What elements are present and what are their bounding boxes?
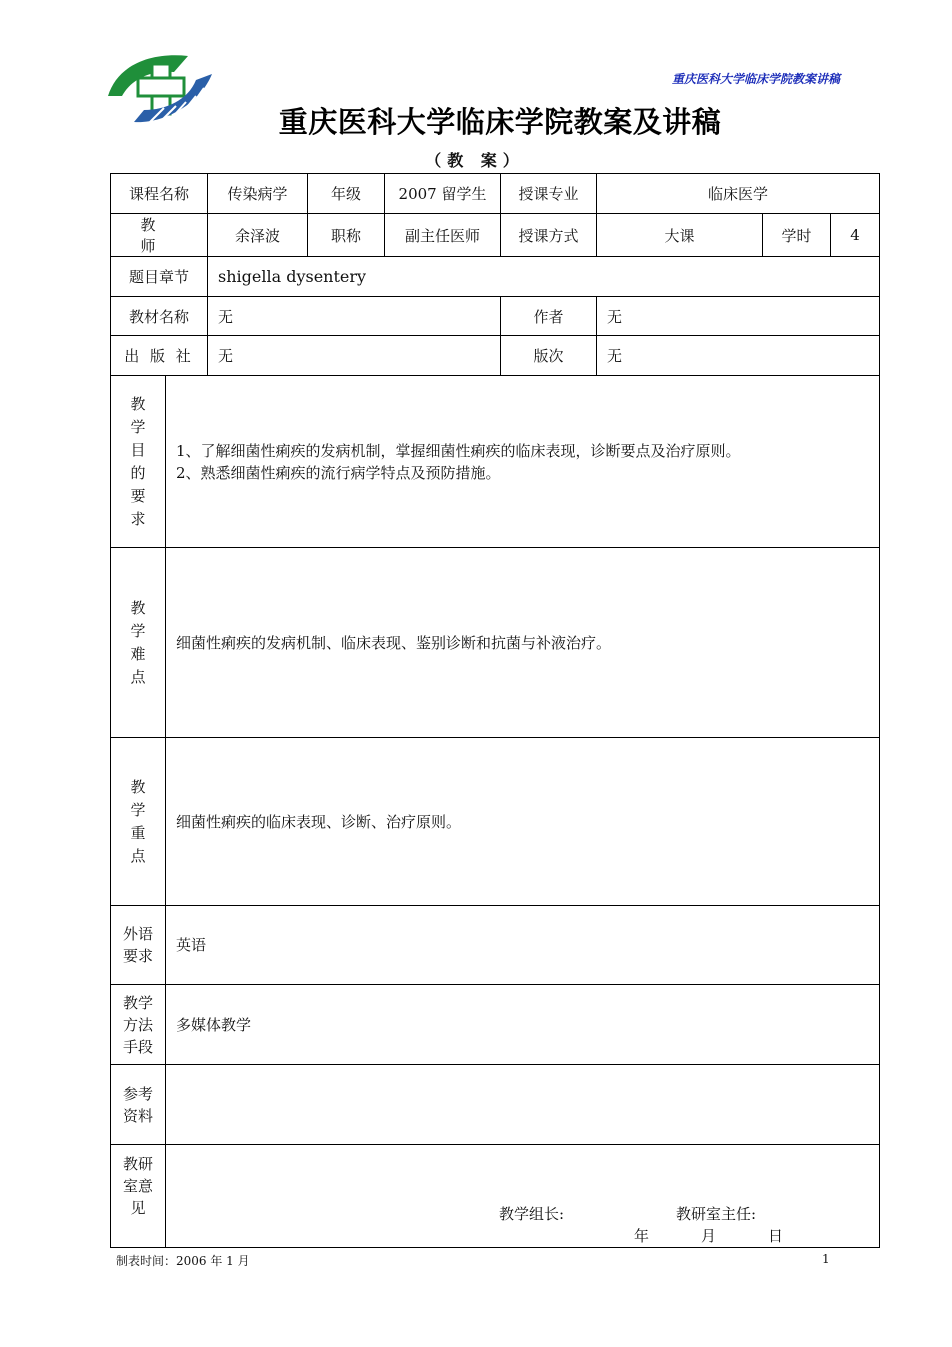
table-row <box>111 1065 880 1145</box>
references-label: 参考 资料 <box>111 1065 166 1145</box>
course-name-label: 课程名称 <box>111 174 208 214</box>
edition-label: 版次 <box>501 336 597 376</box>
foreign-language-value: 英语 <box>166 906 880 985</box>
page-number: 1 <box>822 1252 830 1266</box>
table-row <box>111 214 880 257</box>
header-tag: 重庆医科大学临床学院教案讲稿 <box>671 72 840 86</box>
footer-made-time: 制表时间：2006 年 1 月 <box>116 1254 250 1268</box>
difficulties-label: 教 学 难 点 <box>111 548 166 738</box>
author-label: 作者 <box>501 297 597 336</box>
group-leader-label: 教学组长: <box>499 1205 565 1223</box>
university-logo-icon <box>104 44 216 128</box>
objective-line: 1、了解细菌性痢疾的发病机制，掌握细菌性痢疾的临床表现，诊断要点及治疗原则。 <box>176 441 741 460</box>
table-row <box>111 297 880 336</box>
job-title-value: 副主任医师 <box>385 214 501 257</box>
lesson-plan-table <box>110 173 880 1248</box>
publisher-label: 出 版 社 <box>111 336 208 376</box>
textbook-value: 无 <box>208 297 501 336</box>
objectives-label: 教 学 目 的 要 求 <box>111 376 166 548</box>
table-row <box>111 336 880 376</box>
grade-label: 年级 <box>308 174 385 214</box>
teacher-value: 余泽波 <box>208 214 308 257</box>
table-row <box>111 906 880 985</box>
day-label: 日 <box>768 1227 784 1245</box>
hours-value: 4 <box>831 214 880 257</box>
course-name-value: 传染病学 <box>208 174 308 214</box>
foreign-language-label: 外语 要求 <box>111 906 166 985</box>
teaching-method-value: 多媒体教学 <box>166 985 880 1065</box>
page-subtitle: （教 案） <box>425 151 525 170</box>
references-value <box>166 1065 880 1145</box>
topic-value: shigella dysentery <box>208 257 880 297</box>
dept-opinion-label: 教研 室意 见 <box>111 1145 166 1248</box>
table-row <box>111 174 880 214</box>
table-row <box>111 548 880 738</box>
table-row <box>111 1145 880 1248</box>
month-label: 月 <box>701 1227 717 1245</box>
table-row <box>111 985 880 1065</box>
author-value: 无 <box>597 297 880 336</box>
year-label: 年 <box>634 1227 650 1245</box>
director-label: 教研室主任: <box>676 1205 757 1223</box>
page-title: 重庆医科大学临床学院教案及讲稿 <box>278 105 722 139</box>
teacher-label: 教 师 <box>111 214 208 257</box>
teaching-mode-value: 大课 <box>597 214 763 257</box>
dept-opinion-content <box>166 1145 880 1248</box>
objectives-content <box>166 376 880 548</box>
major-label: 授课专业 <box>501 174 597 214</box>
teaching-method-label: 教学 方法 手段 <box>111 985 166 1065</box>
textbook-label: 教材名称 <box>111 297 208 336</box>
teaching-mode-label: 授课方式 <box>501 214 597 257</box>
table-row <box>111 376 880 548</box>
key-points-content: 细菌性痢疾的临床表现、诊断、治疗原则。 <box>166 738 880 906</box>
difficulties-content: 细菌性痢疾的发病机制、临床表现、鉴别诊断和抗菌与补液治疗。 <box>166 548 880 738</box>
grade-value: 2007 留学生 <box>385 174 501 214</box>
publisher-value: 无 <box>208 336 501 376</box>
key-points-label: 教 学 重 点 <box>111 738 166 906</box>
job-title-label: 职称 <box>308 214 385 257</box>
table-row <box>111 257 880 297</box>
major-value: 临床医学 <box>597 174 880 214</box>
topic-label: 题目章节 <box>111 257 208 297</box>
edition-value: 无 <box>597 336 880 376</box>
table-row <box>111 738 880 906</box>
objective-line: 2、熟悉细菌性痢疾的流行病学特点及预防措施。 <box>176 463 501 482</box>
hours-label: 学时 <box>763 214 831 257</box>
